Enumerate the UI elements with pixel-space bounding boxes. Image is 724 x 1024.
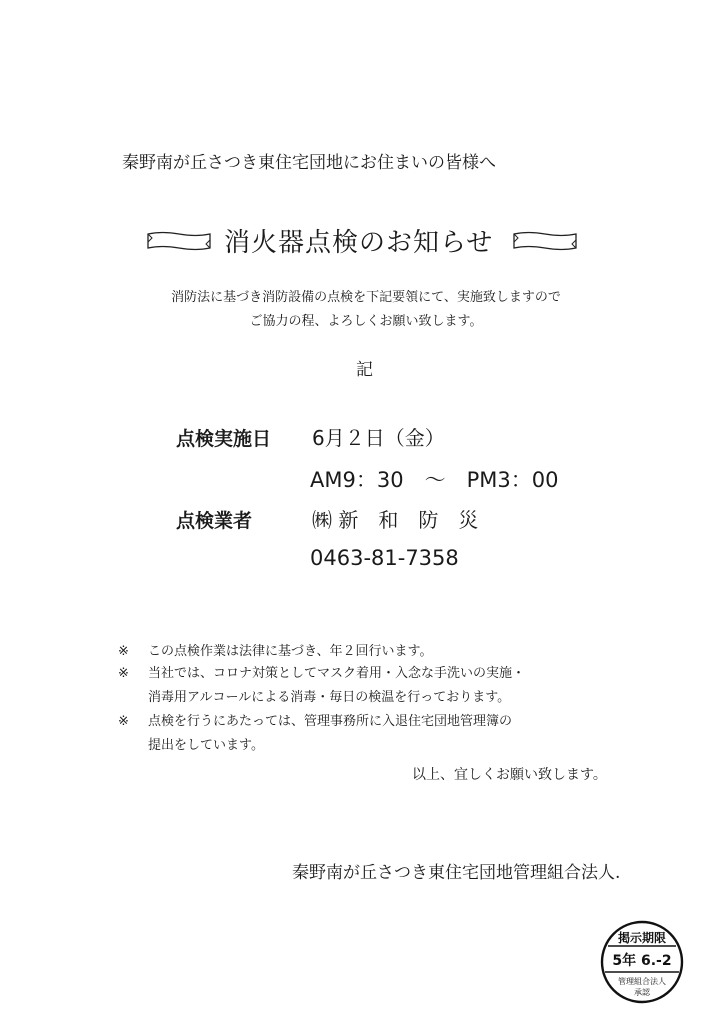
date-label: 点検実施日	[176, 428, 272, 450]
phone-number: 0463-81-7358	[310, 546, 459, 570]
note-2	[118, 662, 525, 681]
note-text: 当社では、コロナ対策としてマスク着用・入念な手洗いの実施・	[148, 666, 526, 681]
vendor-value: ㈱ 新 和 防 災	[312, 508, 479, 532]
note-3	[118, 710, 512, 729]
addressee: 秦野南が丘さつき東住宅団地にお住まいの皆様へ	[122, 153, 496, 173]
time-value: AM9：30 ～ PM3：00	[310, 468, 559, 492]
note-mark: ※	[118, 644, 129, 659]
signature: 秦野南が丘さつき東住宅団地管理組合法人.	[292, 863, 621, 883]
stamp-title: 掲示期限	[617, 931, 667, 945]
intro-line-1: 消防法に基づき消防設備の点検を下記要領にて、実施致しますので	[171, 290, 561, 305]
ribbon-left-icon	[146, 230, 212, 252]
stamp-org: 管理組合法人	[618, 977, 666, 986]
note-mark: ※	[118, 714, 129, 729]
note-1	[118, 640, 432, 659]
approval-stamp	[600, 920, 684, 1004]
date-value: 6月２日（金）	[312, 426, 445, 450]
note-text: この点検作業は法律に基づき、年２回行います。	[148, 644, 433, 659]
closing-text: 以上、宜しくお願い致します。	[412, 767, 607, 783]
title-row	[146, 220, 586, 264]
ribbon-right-icon	[512, 230, 578, 252]
vendor-label: 点検業者	[176, 510, 253, 532]
notice-title: 消火器点検のお知らせ	[224, 228, 494, 258]
note-text: 点検を行うにあたっては、管理事務所に入退住宅団地管理簿の	[148, 714, 513, 729]
intro-line-2: ご協力の程、よろしくお願い致します。	[249, 314, 483, 329]
stamp-approval: 承認	[634, 988, 650, 997]
note-3-cont: 提出をしています。	[148, 738, 264, 753]
note-mark: ※	[118, 666, 129, 681]
stamp-date: 5年 6.-2	[612, 953, 672, 969]
note-2-cont: 消毒用アルコールによる消毒・毎日の検温を行っております。	[148, 690, 511, 705]
ki-heading: 記	[356, 360, 373, 380]
